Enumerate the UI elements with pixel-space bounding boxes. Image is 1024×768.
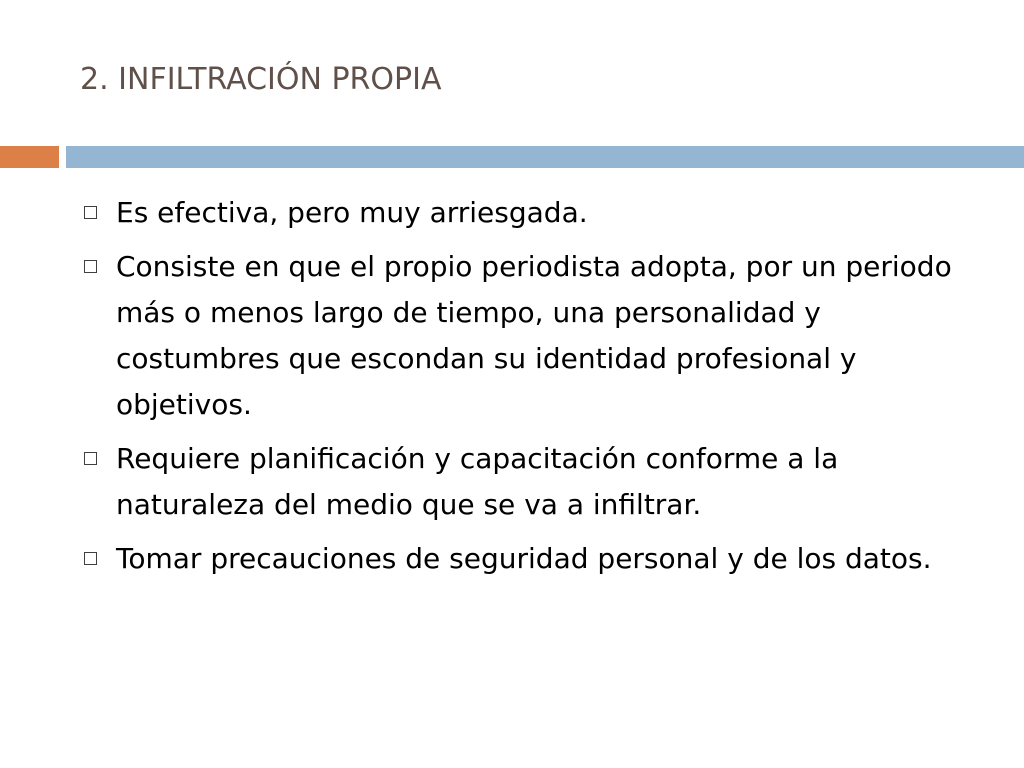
title-accent-bar-orange — [0, 146, 59, 168]
hollow-square-bullet-icon — [84, 260, 97, 273]
bullet-item — [80, 436, 960, 528]
bullet-text: Requiere planificación y capacitación conforme a la naturaleza del medio que se va a infiltrar. — [116, 442, 839, 521]
hollow-square-bullet-icon — [84, 206, 97, 219]
bullet-list — [80, 190, 960, 590]
slide-title: 2. INFILTRACIÓN PROPIA — [80, 62, 442, 97]
bullet-item — [80, 244, 960, 428]
hollow-square-bullet-icon — [84, 552, 97, 565]
bullet-text: Tomar precauciones de seguridad personal y de los datos. — [116, 542, 932, 575]
bullet-text: Es efectiva, pero muy arriesgada. — [116, 196, 588, 229]
hollow-square-bullet-icon — [84, 452, 97, 465]
bullet-text: Consiste en que el propio periodista adopta, por un periodo más o menos largo de tiempo, una personalidad y costumbres que escondan su identidad profesional y objetivos. — [116, 250, 952, 421]
title-accent-bar-blue — [66, 146, 1024, 168]
bullet-item — [80, 190, 960, 236]
bullet-item — [80, 536, 960, 582]
